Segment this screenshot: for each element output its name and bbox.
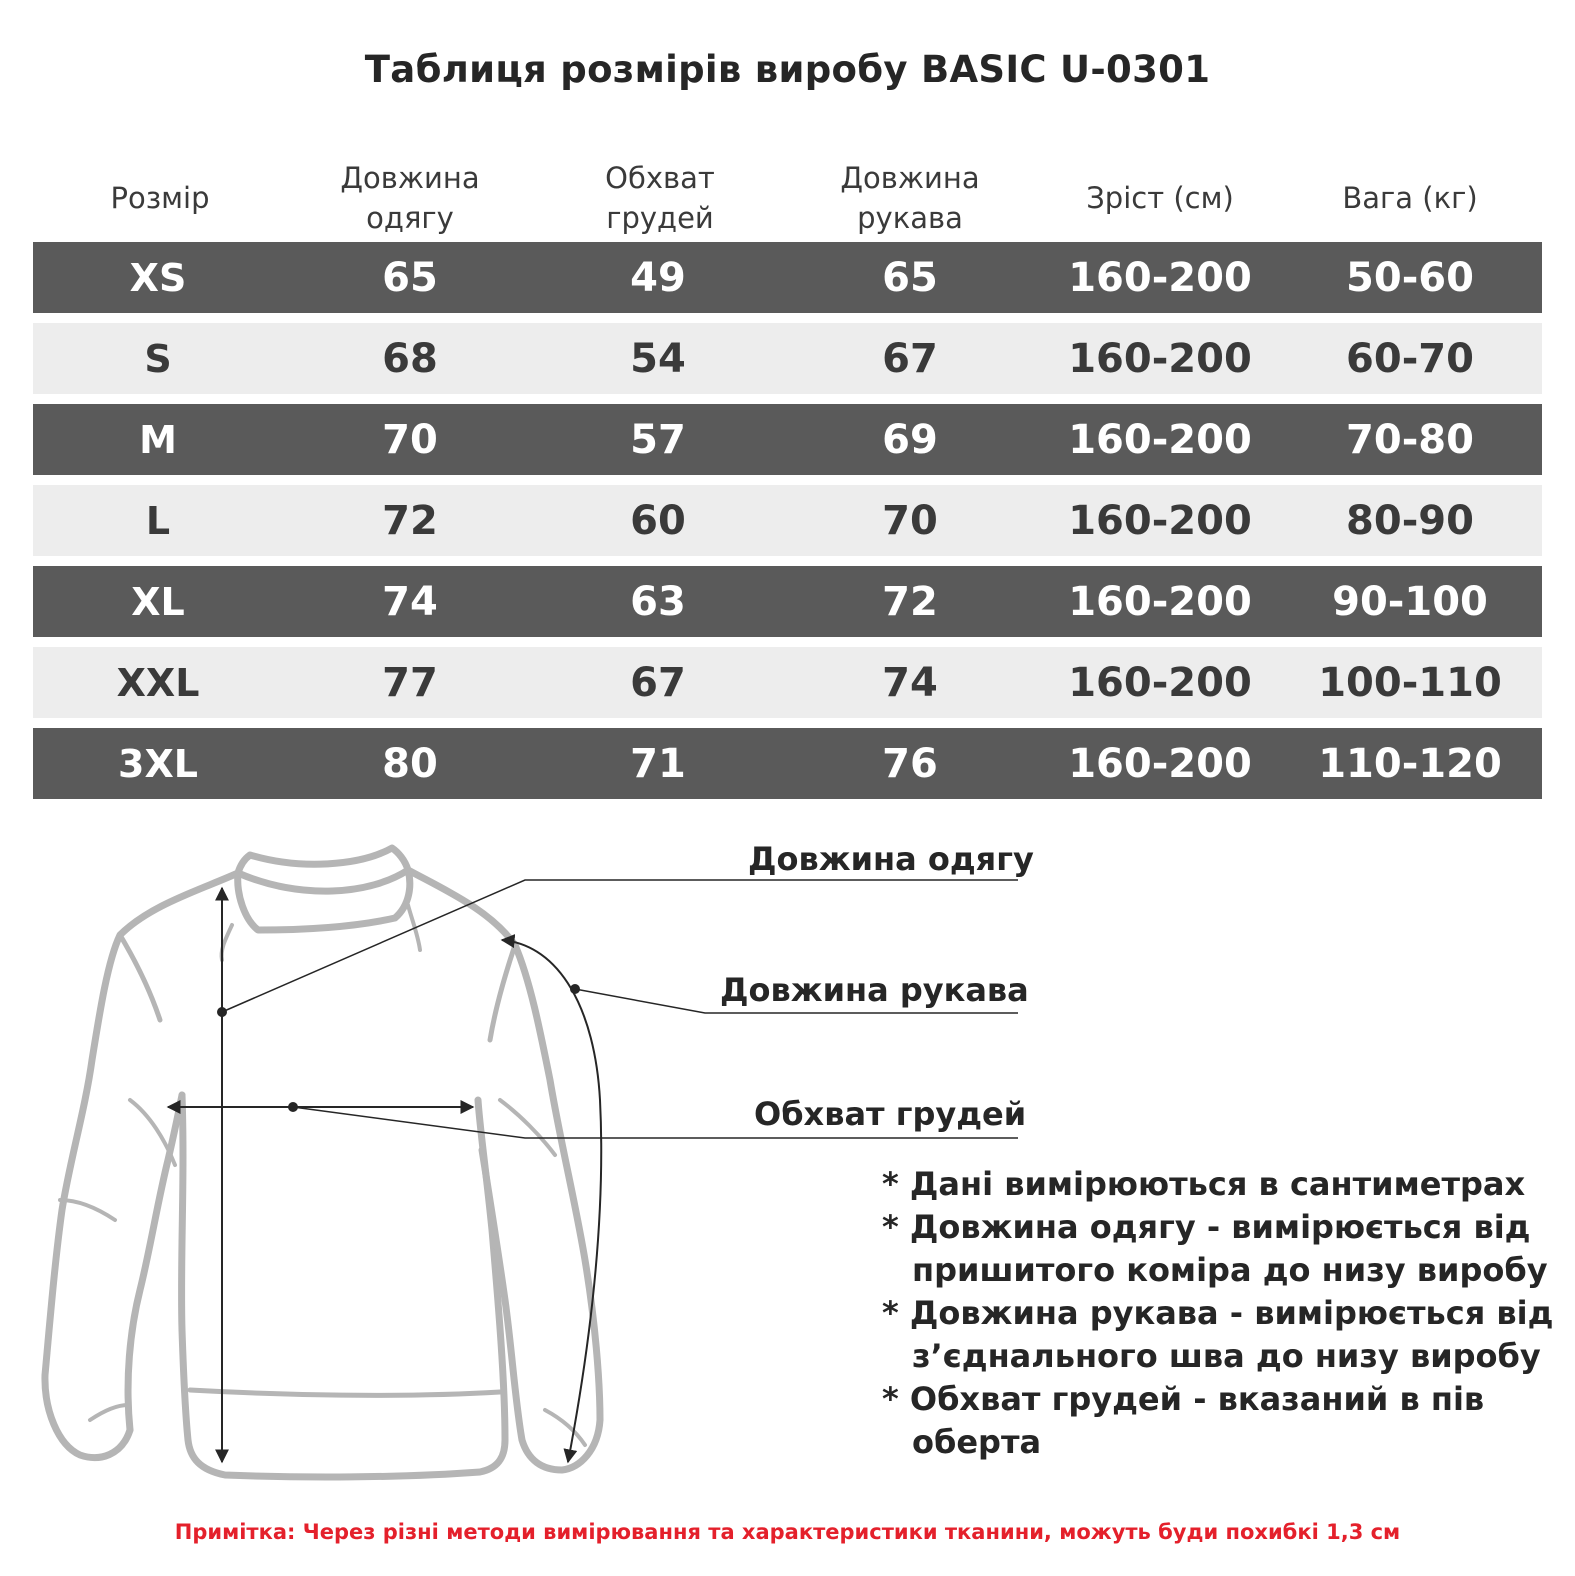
cell-chest: 60: [630, 497, 686, 544]
measurement-notes: [882, 1163, 1562, 1464]
table-row: [33, 728, 1542, 799]
cell-garment-length: 74: [382, 578, 438, 625]
cell-chest: 63: [630, 578, 686, 625]
note-item: * Обхват грудей - вказаний в пів оберта: [882, 1380, 1485, 1461]
label-chest: Обхват грудей: [754, 1095, 1027, 1133]
header-size: Розмір: [110, 181, 210, 215]
cell-weight: 60-70: [1346, 335, 1474, 382]
cell-size: M: [139, 417, 177, 462]
header-garment-length: Довжина одягу: [340, 161, 480, 235]
cell-size: S: [144, 336, 172, 381]
header-weight: Вага (кг): [1342, 181, 1478, 215]
cell-chest: 71: [630, 740, 686, 787]
label-sleeve-length: Довжина рукава: [720, 971, 1029, 1009]
cell-height: 160-200: [1068, 659, 1252, 706]
cell-weight: 80-90: [1346, 497, 1474, 544]
cell-weight: 90-100: [1332, 578, 1488, 625]
cell-sleeve-length: 76: [882, 740, 938, 787]
cell-sleeve-length: 72: [882, 578, 938, 625]
header-height: Зріст (см): [1086, 181, 1234, 215]
cell-size: XS: [129, 255, 187, 300]
cell-height: 160-200: [1068, 740, 1252, 787]
cell-sleeve-length: 65: [882, 254, 938, 301]
cell-height: 160-200: [1068, 416, 1252, 463]
cell-height: 160-200: [1068, 578, 1252, 625]
header-sleeve-length: Довжина рукава: [840, 161, 980, 235]
cell-height: 160-200: [1068, 335, 1252, 382]
cell-size: XXL: [116, 660, 200, 705]
cell-chest: 49: [630, 254, 686, 301]
cell-chest: 57: [630, 416, 686, 463]
header-chest: Обхват грудей: [605, 161, 715, 235]
table-row: [33, 485, 1542, 556]
cell-height: 160-200: [1068, 497, 1252, 544]
cell-garment-length: 77: [382, 659, 438, 706]
cell-weight: 100-110: [1318, 659, 1502, 706]
table-row: [33, 323, 1542, 394]
cell-garment-length: 65: [382, 254, 438, 301]
table-row: [33, 566, 1542, 637]
cell-garment-length: 80: [382, 740, 438, 787]
cell-chest: 67: [630, 659, 686, 706]
table-row: [33, 404, 1542, 475]
cell-height: 160-200: [1068, 254, 1252, 301]
cell-size: XL: [131, 579, 185, 624]
cell-garment-length: 70: [382, 416, 438, 463]
cell-sleeve-length: 70: [882, 497, 938, 544]
cell-weight: 110-120: [1318, 740, 1502, 787]
cell-size: L: [145, 498, 171, 543]
label-garment-length: Довжина одягу: [748, 840, 1034, 878]
table-row: [33, 242, 1542, 313]
tolerance-footnote: Примітка: Через різні методи вимірювання та характеристики тканини, можуть буди похибкі 1,3 см: [174, 1520, 1401, 1544]
cell-garment-length: 72: [382, 497, 438, 544]
page-title: Таблиця розмірів виробу BASIC U-0301: [364, 48, 1211, 91]
note-item: * Довжина рукава - вимірюється від з’єднального шва до низу виробу: [882, 1294, 1554, 1375]
note-item: * Дані вимірюються в сантиметрах: [882, 1165, 1526, 1203]
cell-weight: 50-60: [1346, 254, 1474, 301]
cell-sleeve-length: 74: [882, 659, 938, 706]
cell-weight: 70-80: [1346, 416, 1474, 463]
cell-chest: 54: [630, 335, 686, 382]
cell-size: 3XL: [118, 741, 198, 786]
cell-garment-length: 68: [382, 335, 438, 382]
table-row: [33, 647, 1542, 718]
cell-sleeve-length: 69: [882, 416, 938, 463]
note-item: * Довжина одягу - вимірюється від пришитого коміра до низу виробу: [882, 1208, 1548, 1289]
cell-sleeve-length: 67: [882, 335, 938, 382]
